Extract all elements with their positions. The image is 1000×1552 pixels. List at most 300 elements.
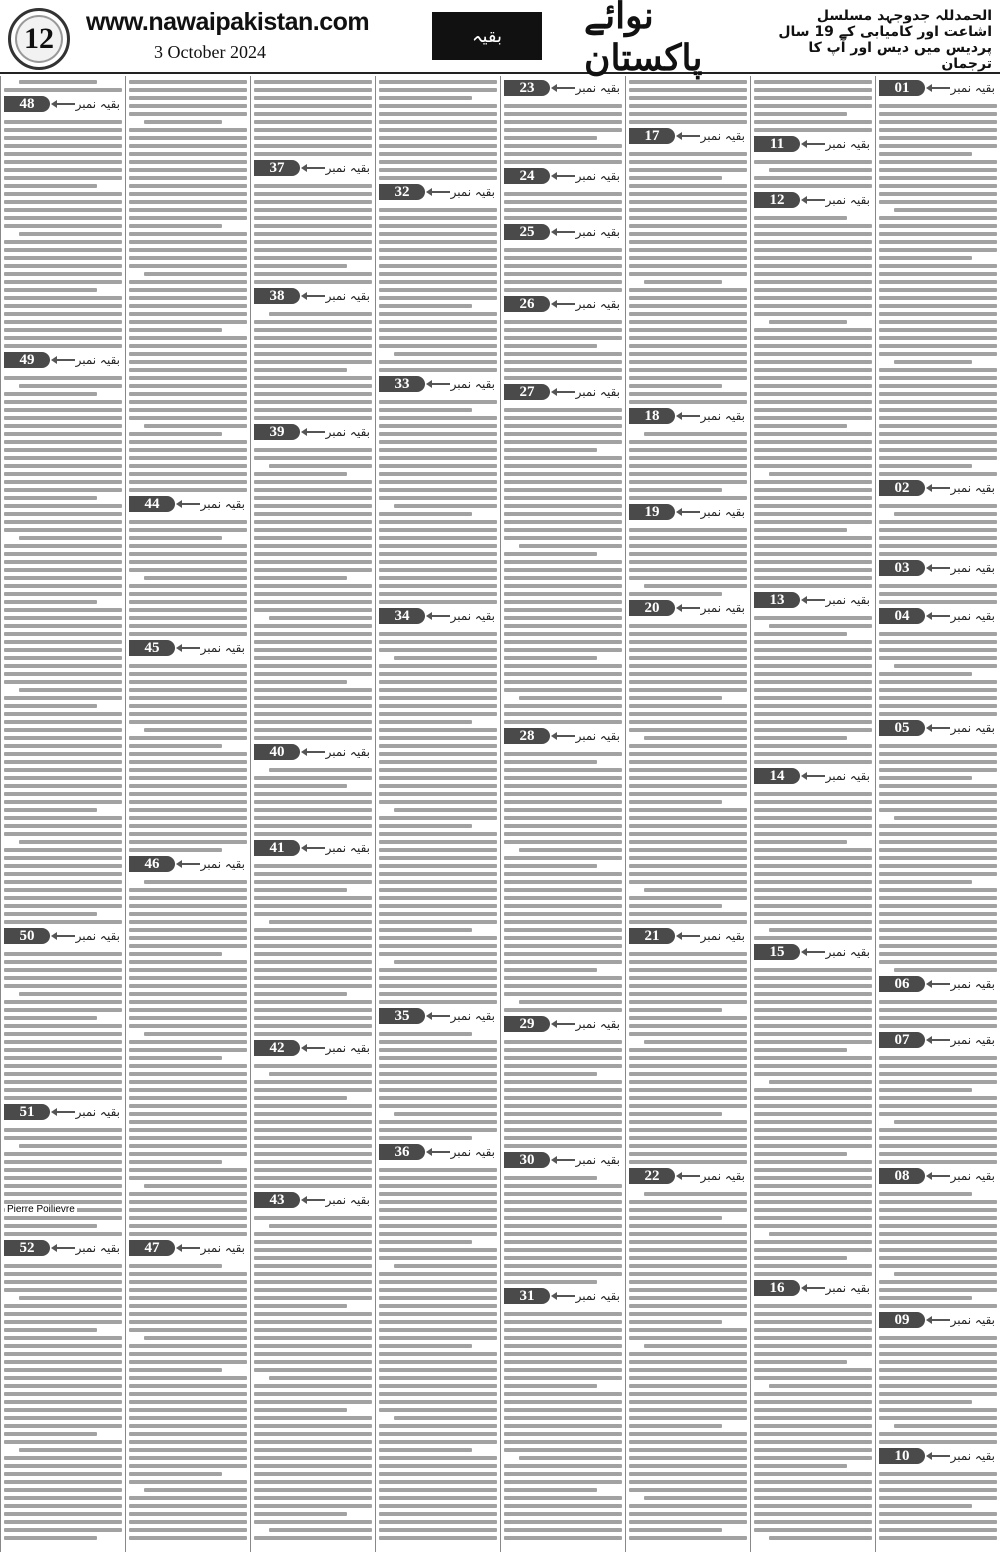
text-line: [879, 520, 997, 524]
text-line: [4, 824, 122, 828]
text-line: [754, 488, 872, 492]
text-line: [254, 392, 372, 396]
text-line: [4, 576, 122, 580]
text-line: [629, 1024, 747, 1028]
text-line: [629, 1072, 747, 1076]
text-line: [379, 752, 497, 756]
continuation-marker: [1, 928, 124, 944]
text-line: [251, 1056, 375, 1060]
continuation-number: 12: [754, 192, 800, 208]
text-line: [379, 816, 497, 820]
text-line: [379, 304, 472, 308]
text-line: [4, 1008, 122, 1012]
text-line: [269, 616, 372, 620]
text-line: [879, 584, 997, 588]
text-line: [129, 1360, 247, 1364]
text-line: [129, 1272, 247, 1276]
arrow-left-icon: [680, 935, 700, 937]
text-line: [376, 1024, 500, 1028]
arrow-left-icon: [930, 727, 950, 729]
text-line: [254, 448, 372, 452]
text-line: [754, 1224, 872, 1228]
continuation-number: 42: [254, 1040, 300, 1056]
text-line: [254, 512, 372, 516]
text-line: [629, 1136, 747, 1140]
text-line: [504, 1384, 597, 1388]
text-line: [379, 760, 497, 764]
text-line: [504, 1440, 622, 1444]
text-line: [129, 584, 247, 588]
text-line: [129, 1408, 247, 1412]
continuation-marker: [251, 1192, 374, 1208]
text-line: [754, 872, 872, 876]
text-line: [4, 600, 97, 604]
text-line: [254, 1184, 372, 1188]
text-line: [379, 104, 497, 108]
text-line: [629, 720, 747, 724]
text-line: [379, 160, 497, 164]
text-line: [504, 1272, 622, 1276]
text-line: [379, 408, 472, 412]
text-line: [754, 216, 847, 220]
text-line: [754, 464, 872, 468]
text-line: [754, 648, 872, 652]
continuation-label: بقیہ نمبر: [450, 185, 495, 199]
continuation-columns: [0, 76, 1000, 1552]
text-line: [754, 560, 872, 564]
text-line: [4, 240, 122, 244]
text-line: [879, 672, 972, 676]
text-line: [504, 1416, 622, 1420]
text-line: [394, 656, 497, 660]
text-line: [504, 160, 622, 164]
text-line: [254, 1104, 372, 1108]
text-line: [254, 1112, 372, 1116]
text-line: [379, 1320, 497, 1324]
text-line: [379, 640, 497, 644]
text-line: [4, 864, 122, 868]
text-line: [754, 1256, 847, 1260]
text-line: [379, 904, 497, 908]
text-line: [504, 1432, 622, 1436]
text-line: [129, 984, 247, 988]
text-line: [129, 784, 247, 788]
text-line: [129, 888, 247, 892]
text-line: [629, 96, 747, 100]
continuation-label: بقیہ نمبر: [825, 593, 870, 607]
text-line: [754, 528, 847, 532]
text-line: [129, 600, 247, 604]
text-line: [504, 752, 622, 756]
text-line: [879, 832, 997, 836]
text-line: [879, 416, 997, 420]
text-line: [254, 1128, 372, 1132]
text-line: [504, 960, 622, 964]
continuation-number: 52: [4, 1240, 50, 1256]
text-line: [129, 1344, 247, 1348]
text-line: [379, 296, 497, 300]
text-line: [754, 1344, 872, 1348]
text-line: [4, 960, 122, 964]
text-line: [754, 760, 872, 764]
text-line: [4, 144, 122, 148]
text-line: [629, 320, 747, 324]
continuation-number: 23: [504, 80, 550, 96]
continuation-number: 26: [504, 296, 550, 312]
text-line: [129, 568, 247, 572]
text-line: [504, 1088, 622, 1092]
text-line: [4, 328, 122, 332]
text-line: [754, 448, 872, 452]
text-line: [129, 976, 247, 980]
continuation-number: 29: [504, 1016, 550, 1032]
text-line: [504, 568, 622, 572]
text-line: [129, 1400, 247, 1404]
text-line: [879, 184, 997, 188]
text-line: [876, 1184, 1000, 1188]
text-line: [894, 1272, 997, 1276]
text-line: [504, 1400, 622, 1404]
text-line: [754, 240, 872, 244]
text-line: [269, 920, 372, 924]
continuation-label: بقیہ نمبر: [950, 481, 995, 495]
text-line: [4, 432, 122, 436]
text-line: [254, 944, 372, 948]
text-line: [754, 112, 847, 116]
text-line: [379, 888, 497, 892]
text-line: [379, 1080, 497, 1084]
text-line: [379, 1288, 497, 1292]
text-line: [379, 776, 497, 780]
text-line: [879, 296, 997, 300]
text-line: [379, 1104, 497, 1108]
arrow-left-icon: [555, 1023, 575, 1025]
text-line: [129, 1384, 247, 1388]
arrow-left-icon: [680, 1175, 700, 1177]
text-line: [629, 480, 747, 484]
text-line: [4, 1272, 122, 1276]
text-line: [504, 776, 622, 780]
text-line: [129, 240, 247, 244]
text-line: [129, 1208, 247, 1212]
text-line: [129, 344, 247, 348]
text-line: [379, 328, 497, 332]
text-line: [379, 136, 497, 140]
text-line: [504, 360, 622, 364]
text-line: [129, 280, 247, 284]
text-line: [876, 736, 1000, 740]
text-line: [879, 776, 972, 780]
continuation-number: 20: [629, 600, 675, 616]
text-line: [629, 176, 722, 180]
text-line: [894, 816, 997, 820]
text-line: [254, 904, 372, 908]
text-line: [629, 728, 747, 732]
arrow-left-icon: [305, 1047, 325, 1049]
arrow-left-icon: [930, 1039, 950, 1041]
text-line: [4, 720, 122, 724]
text-line: [519, 1000, 622, 1004]
text-line: [504, 1040, 622, 1044]
text-line: [4, 200, 122, 204]
text-line: [629, 624, 747, 628]
text-line: [629, 400, 747, 404]
text-line: [629, 1160, 747, 1164]
continuation-marker: [876, 1312, 999, 1328]
text-line: [629, 264, 747, 268]
text-line: [379, 288, 497, 292]
text-line: [879, 592, 997, 596]
text-line: [4, 128, 122, 132]
text-line: [754, 800, 872, 804]
text-line: [754, 1000, 872, 1004]
continuation-label: بقیہ نمبر: [75, 97, 120, 111]
arrow-left-icon: [555, 1295, 575, 1297]
text-line: [379, 1000, 497, 1004]
text-line: [129, 1160, 222, 1164]
continuation-marker: [626, 504, 749, 520]
text-line: [379, 1064, 497, 1068]
continuation-marker: [376, 1008, 499, 1024]
text-line: [879, 696, 997, 700]
text-line: [129, 144, 247, 148]
text-line: [129, 408, 247, 412]
text-line: [379, 856, 497, 860]
continuation-number: 48: [4, 96, 50, 112]
text-line: [129, 968, 247, 972]
english-name-snippet: Pierre Poilievre: [7, 1204, 75, 1215]
text-line: [379, 840, 497, 844]
continuation-label: بقیہ نمبر: [950, 1449, 995, 1463]
text-line: [629, 1200, 747, 1204]
text-line: [376, 624, 500, 628]
continuation-label: بقیہ نمبر: [325, 841, 370, 855]
text-line: [254, 240, 372, 244]
text-line: [879, 336, 997, 340]
text-line: [504, 1352, 622, 1356]
text-line: [254, 480, 372, 484]
text-line: [4, 1096, 122, 1100]
text-line: [879, 1256, 997, 1260]
text-line: [4, 248, 122, 252]
text-line: [629, 240, 747, 244]
text-line: [504, 648, 622, 652]
text-line: [126, 872, 250, 876]
continuation-number: 33: [379, 376, 425, 392]
continuation-number: 11: [754, 136, 800, 152]
text-line: [254, 1248, 372, 1252]
text-line: [504, 944, 622, 948]
text-line: [879, 704, 997, 708]
text-line: [129, 1456, 247, 1460]
text-line: [19, 232, 122, 236]
text-line: [626, 1184, 750, 1188]
text-line: [4, 976, 122, 980]
continuation-label: بقیہ نمبر: [825, 193, 870, 207]
text-line: [254, 1160, 372, 1164]
text-line: [754, 1312, 872, 1316]
text-line: [254, 688, 372, 692]
text-line: [254, 1504, 372, 1508]
text-line: [379, 984, 497, 988]
text-line: [394, 1112, 497, 1116]
text-line: [879, 880, 972, 884]
text-line: [4, 656, 122, 660]
text-line: [254, 992, 347, 996]
text-line: [754, 664, 872, 668]
text-line: [379, 872, 497, 876]
text-line: [504, 376, 622, 380]
text-line: [379, 1248, 497, 1252]
text-line: [129, 176, 247, 180]
text-line: [879, 872, 997, 876]
text-line: [4, 1048, 122, 1052]
text-line: [504, 688, 622, 692]
text-line: [504, 896, 622, 900]
text-line: [129, 1072, 247, 1076]
text-line: [504, 488, 622, 492]
continuation-marker: [501, 1016, 624, 1032]
text-line: [4, 1264, 122, 1268]
text-line: [379, 440, 497, 444]
text-line: [879, 1008, 997, 1012]
text-line: [129, 1024, 247, 1028]
text-line: [504, 344, 597, 348]
text-line: [754, 1400, 872, 1404]
continuation-label: بقیہ نمبر: [700, 409, 745, 423]
arrow-left-icon: [430, 1015, 450, 1017]
text-line: [129, 400, 247, 404]
continuation-label: بقیہ نمبر: [450, 1009, 495, 1023]
text-line: [879, 1392, 997, 1396]
text-line: [879, 368, 997, 372]
continuation-label: بقیہ نمبر: [450, 377, 495, 391]
text-line: [504, 552, 597, 556]
text-line: [129, 992, 247, 996]
text-line: [644, 1192, 747, 1196]
text-line: [894, 1120, 997, 1124]
text-line: [754, 376, 872, 380]
text-line: [754, 1048, 847, 1052]
text-line: [629, 1376, 747, 1380]
text-line: [754, 1352, 872, 1356]
text-line: [129, 312, 247, 316]
text-line: [519, 1456, 622, 1460]
text-line: [629, 960, 747, 964]
text-line: [879, 944, 997, 948]
text-line: [129, 536, 222, 540]
text-line: [504, 520, 622, 524]
text-line: [629, 88, 747, 92]
text-line: [629, 296, 747, 300]
text-line: [4, 776, 122, 780]
text-line: [504, 912, 622, 916]
text-line: [379, 1528, 497, 1532]
text-line: [254, 1320, 372, 1324]
text-line: [379, 936, 497, 940]
text-line: [4, 288, 97, 292]
text-line: [379, 848, 497, 852]
text-line: [504, 1144, 622, 1148]
text-line: [501, 312, 625, 316]
continuation-number: 10: [879, 1448, 925, 1464]
text-line: [254, 1424, 372, 1428]
text-line: [129, 296, 247, 300]
text-line: [629, 696, 722, 700]
continuation-number: 49: [4, 352, 50, 368]
text-line: [879, 1496, 997, 1500]
text-line: [379, 1256, 497, 1260]
continuation-marker: [876, 608, 999, 624]
text-line: [504, 656, 597, 660]
text-line: [4, 968, 122, 972]
text-line: [4, 496, 97, 500]
text-line: [879, 112, 997, 116]
text-line: [4, 808, 97, 812]
text-line: [4, 728, 122, 732]
site-url[interactable]: www.nawaipakistan.com: [86, 8, 370, 36]
text-line: [629, 1400, 747, 1404]
text-line: [754, 520, 872, 524]
arrow-left-icon: [430, 383, 450, 385]
text-line: [754, 1168, 872, 1172]
text-column: [125, 76, 250, 1552]
text-line: [4, 1032, 122, 1036]
text-line: [879, 1240, 997, 1244]
text-line: [754, 1360, 847, 1364]
text-line: [754, 1072, 872, 1076]
text-line: [754, 992, 872, 996]
text-line: [376, 200, 500, 204]
text-line: [754, 1392, 872, 1396]
text-line: [894, 664, 997, 668]
text-line: [504, 720, 622, 724]
text-line: [879, 896, 997, 900]
text-line: [4, 712, 122, 716]
text-line: [879, 1096, 997, 1100]
text-line: [129, 88, 247, 92]
text-line: [4, 296, 122, 300]
continuation-label: بقیہ نمبر: [700, 601, 745, 615]
text-line: [754, 1240, 872, 1244]
text-line: [254, 1448, 372, 1452]
text-line: [754, 1120, 872, 1124]
continuation-label: بقیہ نمبر: [575, 297, 620, 311]
text-line: [126, 1256, 250, 1260]
text-line: [754, 256, 872, 260]
text-line: [129, 216, 247, 220]
text-line: [754, 936, 872, 940]
text-line: [379, 568, 497, 572]
text-line: [629, 568, 747, 572]
text-line: [769, 320, 847, 324]
continuation-number: 39: [254, 424, 300, 440]
text-line: [4, 696, 122, 700]
text-line: [754, 440, 872, 444]
text-line: [504, 920, 622, 924]
text-line: [4, 736, 122, 740]
text-line: [254, 1280, 372, 1284]
text-line: [754, 1368, 872, 1372]
text-line: [504, 1176, 597, 1180]
text-line: [754, 984, 872, 988]
text-line: [504, 192, 622, 196]
text-line: [629, 384, 722, 388]
text-line: [129, 1416, 247, 1420]
continuation-marker: [751, 136, 874, 152]
text-line: [879, 232, 997, 236]
text-line: [4, 544, 122, 548]
